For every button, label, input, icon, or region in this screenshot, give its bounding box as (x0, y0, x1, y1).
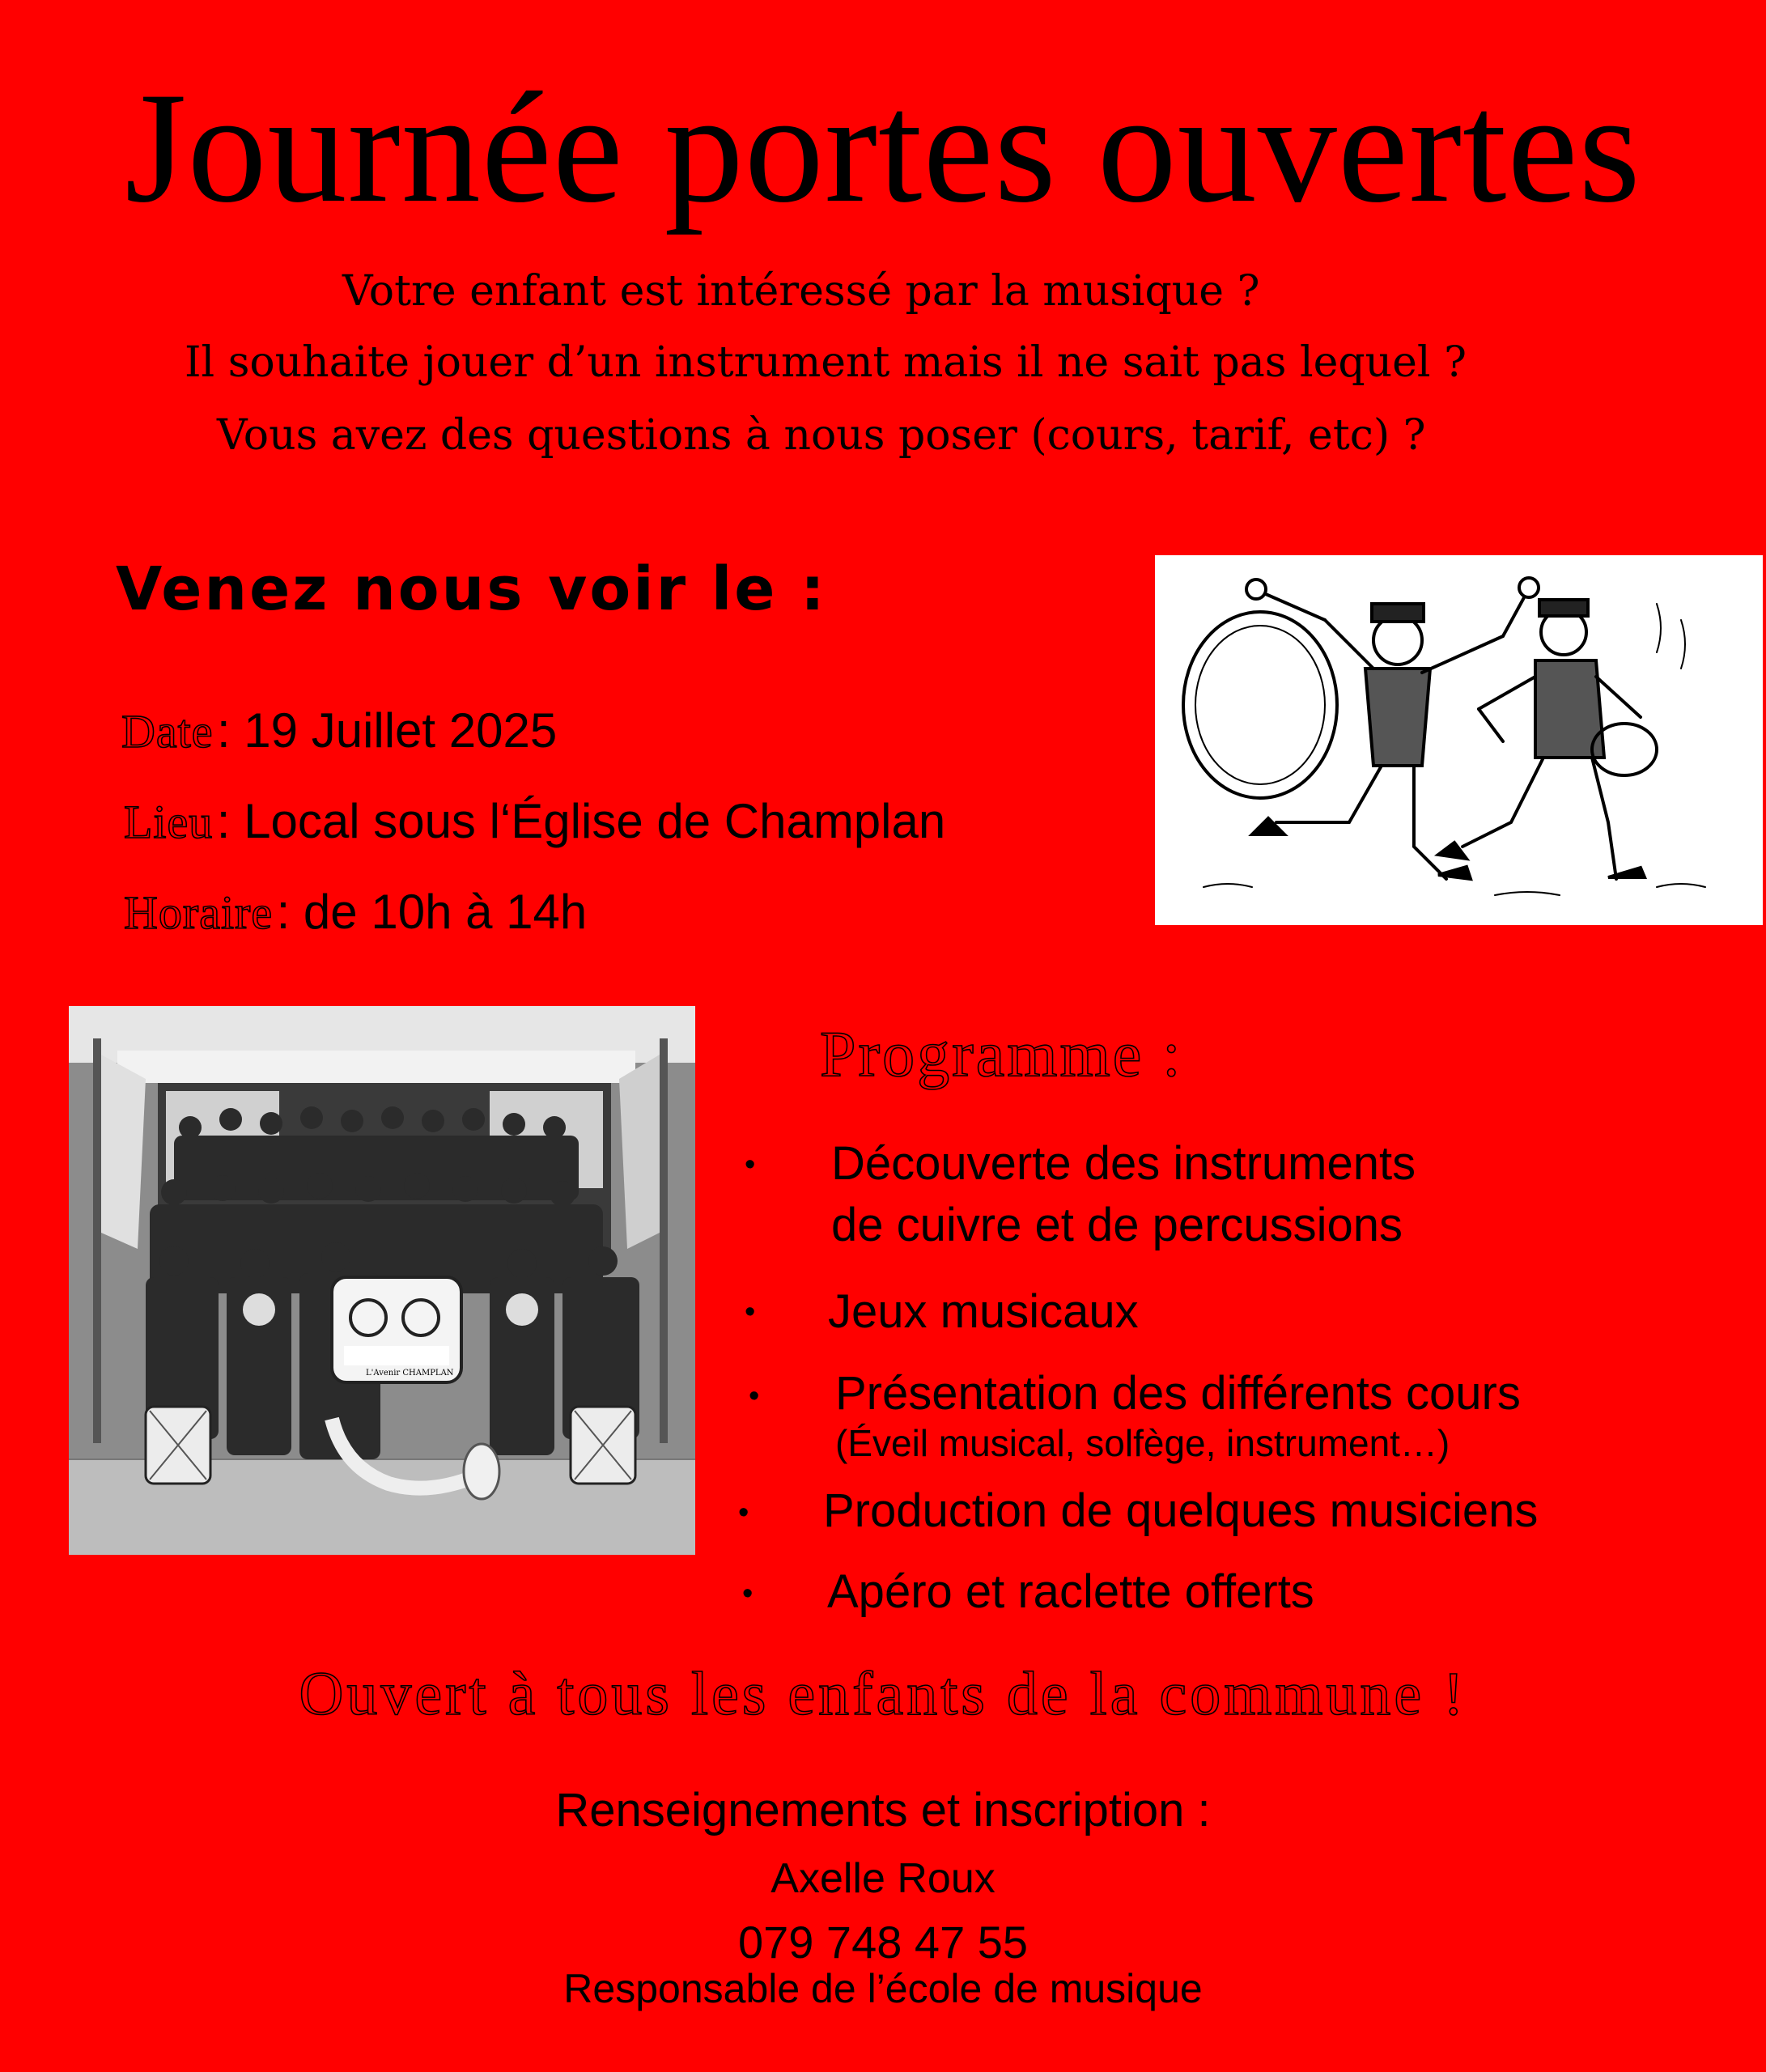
bullet-3: • (749, 1379, 760, 1413)
date-value: : 19 Juillet 2025 (216, 703, 558, 758)
page-title: Journée portes ouvertes (125, 60, 1641, 236)
programme-item-2: Jeux musicaux (828, 1285, 1139, 1338)
bullet-1: • (745, 1148, 756, 1182)
programme-item-1: Découverte des instruments (831, 1137, 1416, 1190)
horaire-row (124, 884, 587, 940)
question-1: Votre enfant est intéressé par la musique ? (342, 267, 1260, 316)
bullet-4: • (738, 1496, 749, 1530)
contact-heading: Renseignements et inscription : (555, 1784, 1211, 1836)
open-to-all: Ouvert à tous les enfants de la commune ! (299, 1660, 1467, 1728)
horaire-value: : de 10h à 14h (276, 885, 588, 939)
drummers-illustration (1155, 555, 1763, 925)
contact-phone: 079 748 47 55 (737, 1917, 1029, 1968)
lieu-label: Lieu (124, 796, 214, 848)
banner-text: L'Avenir CHAMPLAN (366, 1369, 454, 1378)
horaire-label: Horaire (124, 886, 274, 939)
question-2: Il souhaite jouer d’un instrument mais il ne sait pas lequel ? (185, 338, 1467, 387)
contact-role: Responsable de l’école de musique (563, 1966, 1203, 2011)
venez-heading: Venez nous voir le : (116, 554, 827, 624)
programme-item-3-detail: (Éveil musical, solfège, instrument…) (835, 1422, 1450, 1464)
programme-title: Programme : (820, 1019, 1183, 1090)
contact-name: Axelle Roux (771, 1855, 995, 1902)
date-label: Date (121, 705, 214, 758)
date-row (121, 703, 557, 758)
bullet-2: • (745, 1295, 756, 1329)
lieu-value: : Local sous l‘Église de Champlan (216, 794, 946, 848)
band-photo (69, 1006, 695, 1555)
question-3: Vous avez des questions à nous poser (cours, tarif, etc) ? (217, 411, 1426, 460)
bullet-5: • (742, 1577, 754, 1611)
programme-item-1-cont: de cuivre et de percussions (831, 1199, 1403, 1251)
lieu-row (124, 793, 945, 849)
programme-item-5: Apéro et raclette offerts (827, 1565, 1314, 1618)
programme-item-4: Production de quelques musiciens (823, 1484, 1539, 1537)
programme-item-3: Présentation des différents cours (835, 1367, 1521, 1420)
